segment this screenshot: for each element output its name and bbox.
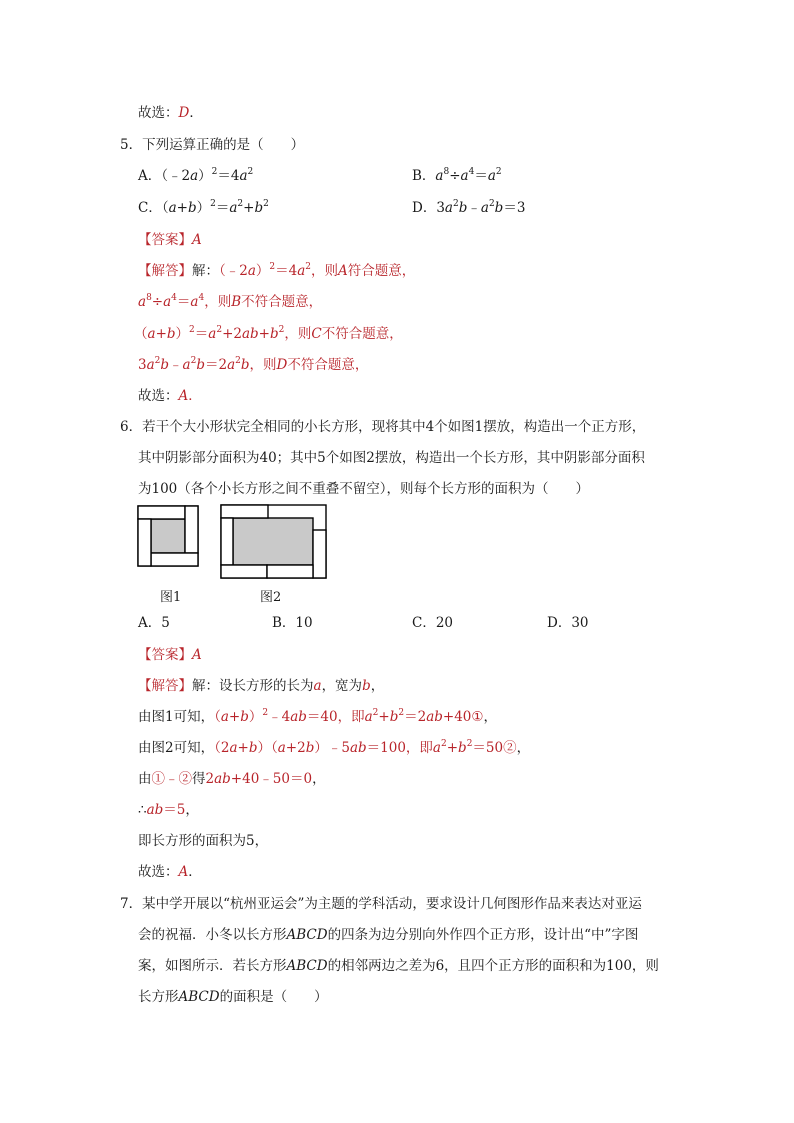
q6-solution-4: 由①﹣②得2ab+40﹣50＝0， [138,771,326,787]
q6-solution-6: 即长方形的面积为5， [138,833,269,849]
figure-2-caption: 图2 [260,590,282,605]
q5-option-a: A．$(﹣2a)^2=4a^2$ [138,167,254,184]
q6-stem-3: 为100（各个小长方形之间不重叠不留空），则每个长方形的面积为（ ） [138,481,590,497]
q6-solution-2: 由图1可知，$(a+b)^2﹣4ab=40$，即$a^2+b^2=2ab+40①$， [138,708,497,725]
figure-2 [220,504,327,579]
q5-answer: 【答案】A [138,232,202,248]
q5-option-b: B．$a^8\div a^4=a^2$ [412,167,502,184]
q6-option-b: B．10 [272,615,313,631]
figure-1-caption: 图1 [160,590,182,605]
q5-solution-3: $(a+b)^2=a^2+2ab+b^2$，则C不符合题意， [134,325,403,342]
q5-solution-4: $3a^2b﹣a^2b=2a^2b$，则D不符合题意， [138,356,369,373]
q6-answer: 【答案】A [138,647,202,663]
q5-option-c: C．$(a+b)^2=a^2+b^2$ [138,199,269,216]
q6-option-c: C．20 [412,615,454,631]
q7-stem-3: 案，如图所示．若长方形ABCD的相邻两边之差为6，且四个正方形的面积和为100，则 [138,958,659,974]
figure-1 [137,505,199,567]
q6-options [0,614,794,632]
q6-option-a: A．5 [138,615,170,631]
q5-stem: 5．下列运算正确的是（ ） [120,137,305,153]
q6-solution-5: ∴ab＝5， [138,802,199,818]
q6-conclusion: 故选：A． [138,864,202,880]
q7-stem-1: 7．某中学开展以“杭州亚运会”为主题的学科活动，要求设计几何图形作品来表达对亚运 [120,896,642,912]
q5-conclusion: 故选：A． [138,388,202,404]
q5-options-row1 [0,167,794,185]
q5-option-d: D．$3a^2b﹣a^2b=3$ [412,199,526,216]
q6-solution-1: 【解答】解：设长方形的长为a，宽为b， [138,678,385,694]
q6-stem-1: 6．若干个大小形状完全相同的小长方形，现将其中4个如图1摆放，构造出一个正方形， [120,419,646,435]
q5-options-row2 [0,199,794,217]
q6-stem-2: 其中阴影部分面积为40；其中5个如图2摆放，构造出一个长方形，其中阴影部分面积 [138,450,645,466]
q5-solution-2: $a^8\div a^4=a^4$，则B不符合题意， [138,293,323,310]
q5-solution-1: 【解答】解：$(﹣2a)^2=4a^2$，则A符合题意， [138,262,416,279]
q4-conclusion: 故选：D． [138,105,203,121]
q6-solution-3: 由图2可知，（2a+b）（a+2b）﹣5ab＝100，即$a^2+b^2=50②$， [138,739,531,756]
q7-stem-4: 长方形ABCD的面积是（ ） [138,989,328,1005]
q7-stem-2: 会的祝福．小冬以长方形ABCD的四条为边分别向外作四个正方形，设计出“中”字图 [138,927,639,943]
q6-option-d: D．30 [547,615,589,631]
